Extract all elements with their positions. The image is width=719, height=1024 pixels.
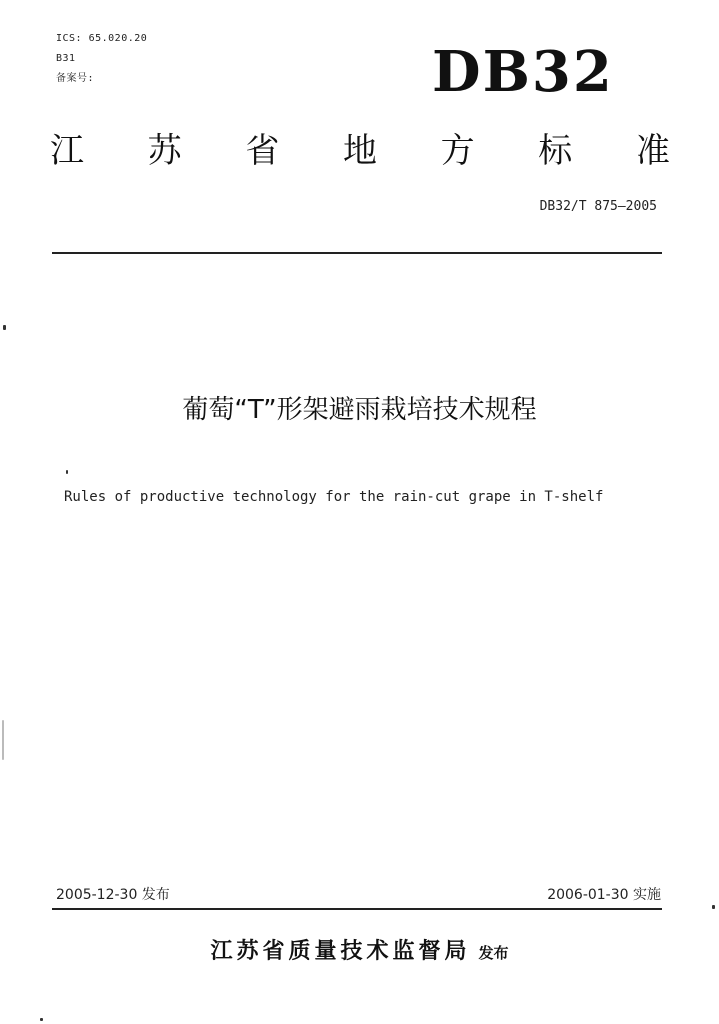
standard-type-char: 省 bbox=[245, 131, 280, 171]
document-title-english: Rules of productive technology for the rain-cut grape in T-shelf bbox=[64, 489, 604, 505]
scan-speck bbox=[66, 470, 68, 474]
issuer-name: 江苏省质量技术监督局 bbox=[210, 938, 471, 964]
db32-logo: DB32 bbox=[432, 39, 614, 105]
standard-type-char: 地 bbox=[342, 131, 377, 171]
scan-speck bbox=[40, 1018, 43, 1021]
issuer-line bbox=[0, 932, 719, 972]
standard-number: DB32/T 875—2005 bbox=[539, 199, 657, 214]
standard-type-char: 方 bbox=[440, 131, 475, 171]
ccs-code: B31 bbox=[56, 53, 76, 64]
document-title-chinese: 葡萄“T”形架避雨栽培技术规程 bbox=[182, 395, 537, 425]
issue-date: 2005-12-30 发布 bbox=[56, 887, 170, 903]
ics-code: ICS: 65.020.20 bbox=[56, 33, 148, 44]
standard-type-char: 江 bbox=[50, 131, 84, 171]
scan-speck bbox=[3, 325, 6, 330]
top-divider bbox=[52, 252, 662, 254]
standard-type-char: 标 bbox=[538, 131, 573, 171]
bottom-divider bbox=[52, 908, 662, 910]
standard-type-title bbox=[50, 128, 670, 174]
record-number-label: 备案号: bbox=[56, 73, 95, 84]
scan-speck bbox=[2, 720, 4, 760]
scan-speck bbox=[712, 905, 715, 909]
issuer-suffix: 发布 bbox=[478, 944, 509, 962]
standard-type-char: 准 bbox=[635, 131, 670, 171]
standard-type-char: 苏 bbox=[147, 131, 182, 171]
implementation-date: 2006-01-30 实施 bbox=[547, 887, 661, 903]
